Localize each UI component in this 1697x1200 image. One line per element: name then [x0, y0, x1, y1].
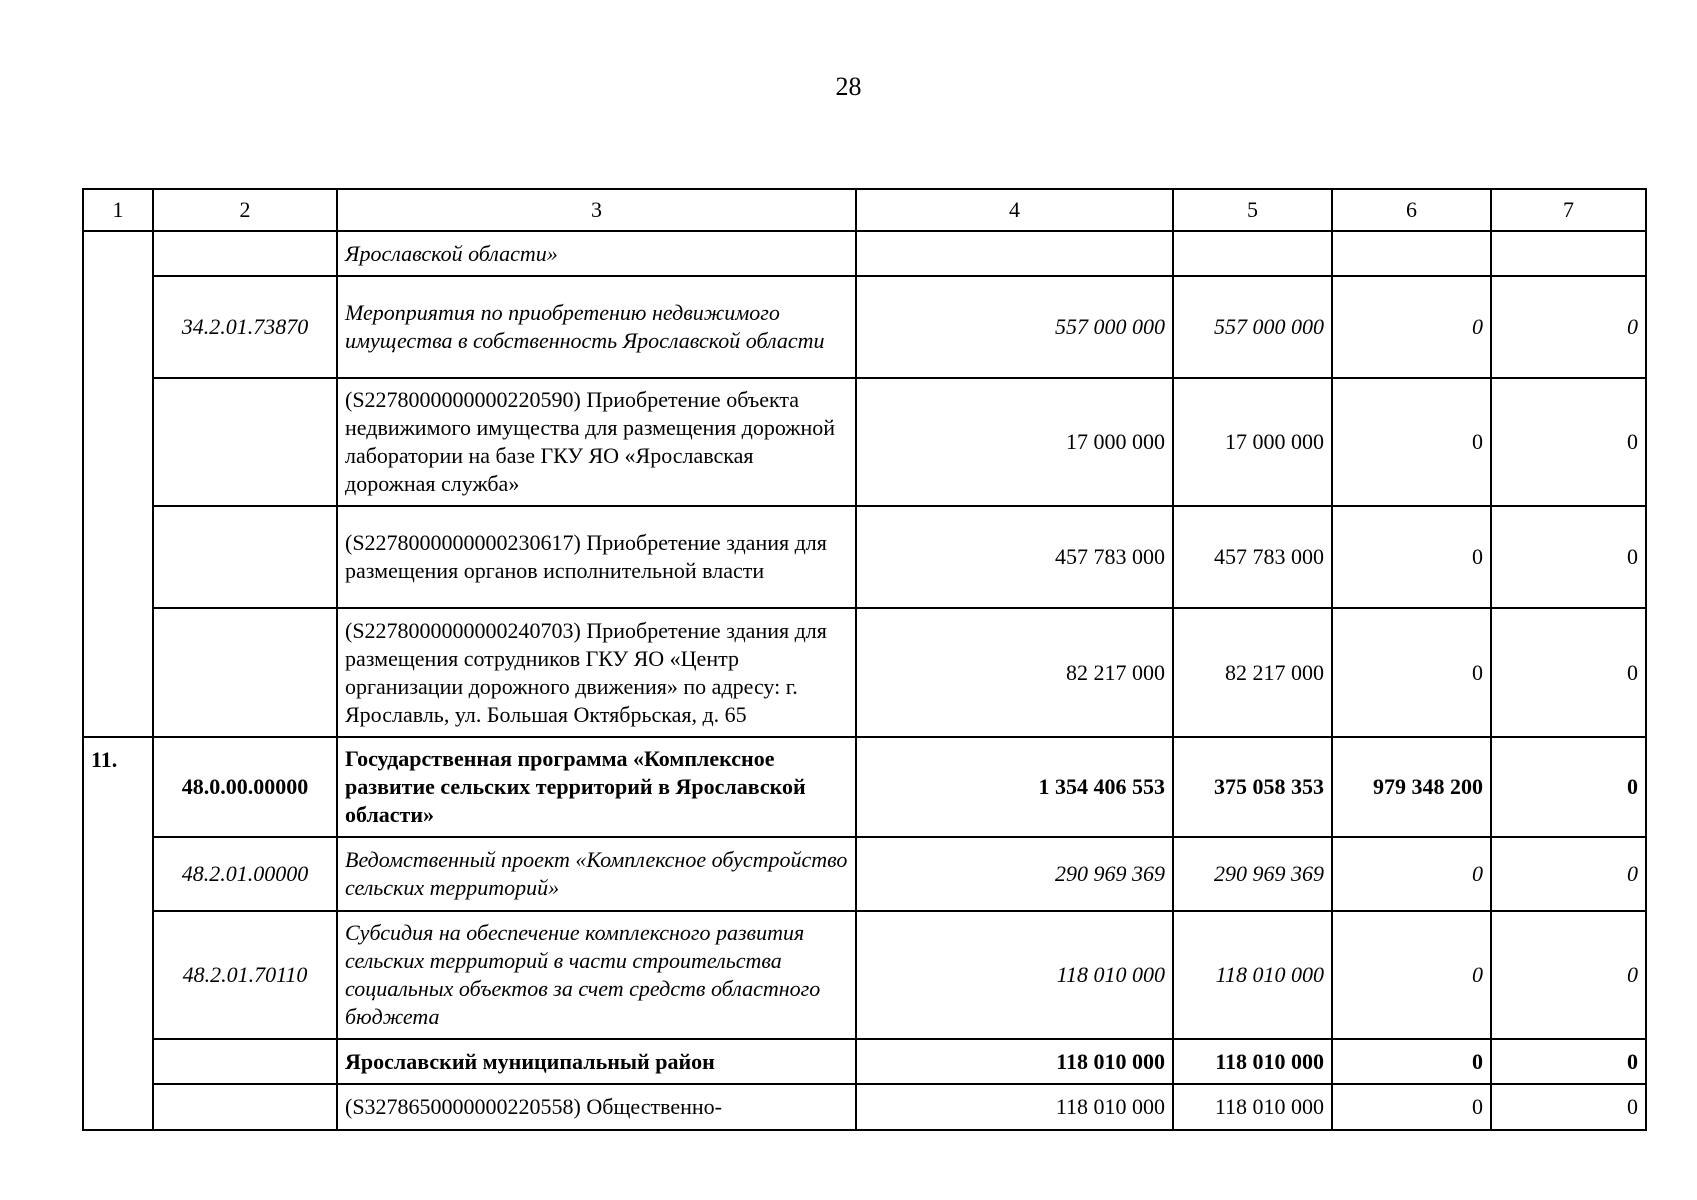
description-cell: (S2278000000000220590) Приобретение объекта недвижимого имущества для размещения дорожной лаборатории на базе ГКУ ЯО «Ярославская дорожная служба» [337, 378, 856, 506]
amount-cell: 0 [1332, 1084, 1491, 1130]
amount-cell: 82 217 000 [856, 608, 1173, 737]
amount-cell: 375 058 353 [1173, 737, 1332, 837]
table-row [83, 608, 1646, 737]
column-header: 1 [83, 189, 153, 231]
budget-table [82, 188, 1647, 1131]
code-cell: 48.2.01.70110 [153, 911, 337, 1039]
amount-cell: 0 [1491, 608, 1646, 737]
description-cell: Ярославской области» [337, 231, 856, 276]
amount-cell: 118 010 000 [1173, 1039, 1332, 1084]
amount-cell: 0 [1491, 1084, 1646, 1130]
amount-cell: 0 [1491, 837, 1646, 911]
amount-cell: 0 [1491, 737, 1646, 837]
amount-cell: 0 [1332, 608, 1491, 737]
amount-cell: 0 [1491, 378, 1646, 506]
code-cell [153, 1084, 337, 1130]
code-cell [153, 608, 337, 737]
table-row [83, 1039, 1646, 1084]
amount-cell: 0 [1332, 1039, 1491, 1084]
row-number-cell [83, 737, 153, 1130]
page-number: 28 [835, 72, 862, 101]
amount-cell: 118 010 000 [856, 1084, 1173, 1130]
amount-cell: 118 010 000 [856, 1039, 1173, 1084]
code-cell: 48.0.00.00000 [153, 737, 337, 837]
amount-cell: 1 354 406 553 [856, 737, 1173, 837]
column-header: 7 [1491, 189, 1646, 231]
amount-cell: 118 010 000 [1173, 911, 1332, 1039]
table-row [83, 911, 1646, 1039]
amount-cell: 0 [1491, 276, 1646, 378]
amount-cell: 0 [1332, 378, 1491, 506]
amount-cell: 979 348 200 [1332, 737, 1491, 837]
column-header: 5 [1173, 189, 1332, 231]
code-cell: 34.2.01.73870 [153, 276, 337, 378]
code-cell: 48.2.01.00000 [153, 837, 337, 911]
amount-cell: 17 000 000 [856, 378, 1173, 506]
column-header: 2 [153, 189, 337, 231]
description-cell: Ярославский муниципальный район [337, 1039, 856, 1084]
amount-cell: 290 969 369 [856, 837, 1173, 911]
column-header: 6 [1332, 189, 1491, 231]
description-cell: Субсидия на обеспечение комплексного развития сельских территорий в части строительства социальных объектов за счет средств областного бюджета [337, 911, 856, 1039]
amount-cell: 82 217 000 [1173, 608, 1332, 737]
code-cell [153, 1039, 337, 1084]
description-cell: Ведомственный проект «Комплексное обустройство сельских территорий» [337, 837, 856, 911]
amount-cell [1332, 231, 1491, 276]
column-header: 4 [856, 189, 1173, 231]
table-row [83, 1084, 1646, 1130]
code-cell [153, 506, 337, 608]
amount-cell: 0 [1332, 911, 1491, 1039]
table-row [83, 737, 1646, 837]
table-row [83, 276, 1646, 378]
amount-cell: 17 000 000 [1173, 378, 1332, 506]
amount-cell [1491, 231, 1646, 276]
row-number-cell [83, 231, 153, 737]
code-cell [153, 231, 337, 276]
description-cell: (S3278650000000220558) Общественно- [337, 1084, 856, 1130]
amount-cell: 118 010 000 [856, 911, 1173, 1039]
code-cell [153, 378, 337, 506]
amount-cell [856, 231, 1173, 276]
amount-cell: 557 000 000 [856, 276, 1173, 378]
amount-cell: 0 [1332, 506, 1491, 608]
table-row [83, 837, 1646, 911]
amount-cell: 0 [1491, 911, 1646, 1039]
description-cell: (S2278000000000230617) Приобретение здания для размещения органов исполнительной власти [337, 506, 856, 608]
amount-cell: 0 [1491, 506, 1646, 608]
table-row [83, 506, 1646, 608]
amount-cell: 0 [1332, 276, 1491, 378]
table-header-row [83, 189, 1646, 231]
description-cell: Мероприятия по приобретению недвижимого имущества в собственность Ярославской области [337, 276, 856, 378]
amount-cell: 118 010 000 [1173, 1084, 1332, 1130]
section-number: 11. [91, 747, 118, 772]
description-cell: (S2278000000000240703) Приобретение здания для размещения сотрудников ГКУ ЯО «Центр организации дорожного движения» по адресу: г. Ярославль, ул. Большая Октябрьская, д. 65 [337, 608, 856, 737]
column-header: 3 [337, 189, 856, 231]
amount-cell: 0 [1491, 1039, 1646, 1084]
description-cell: Государственная программа «Комплексное развитие сельских территорий в Ярославской области» [337, 737, 856, 837]
amount-cell [1173, 231, 1332, 276]
amount-cell: 457 783 000 [1173, 506, 1332, 608]
table-row [83, 231, 1646, 276]
table-row [83, 378, 1646, 506]
amount-cell: 557 000 000 [1173, 276, 1332, 378]
amount-cell: 0 [1332, 837, 1491, 911]
amount-cell: 457 783 000 [856, 506, 1173, 608]
amount-cell: 290 969 369 [1173, 837, 1332, 911]
